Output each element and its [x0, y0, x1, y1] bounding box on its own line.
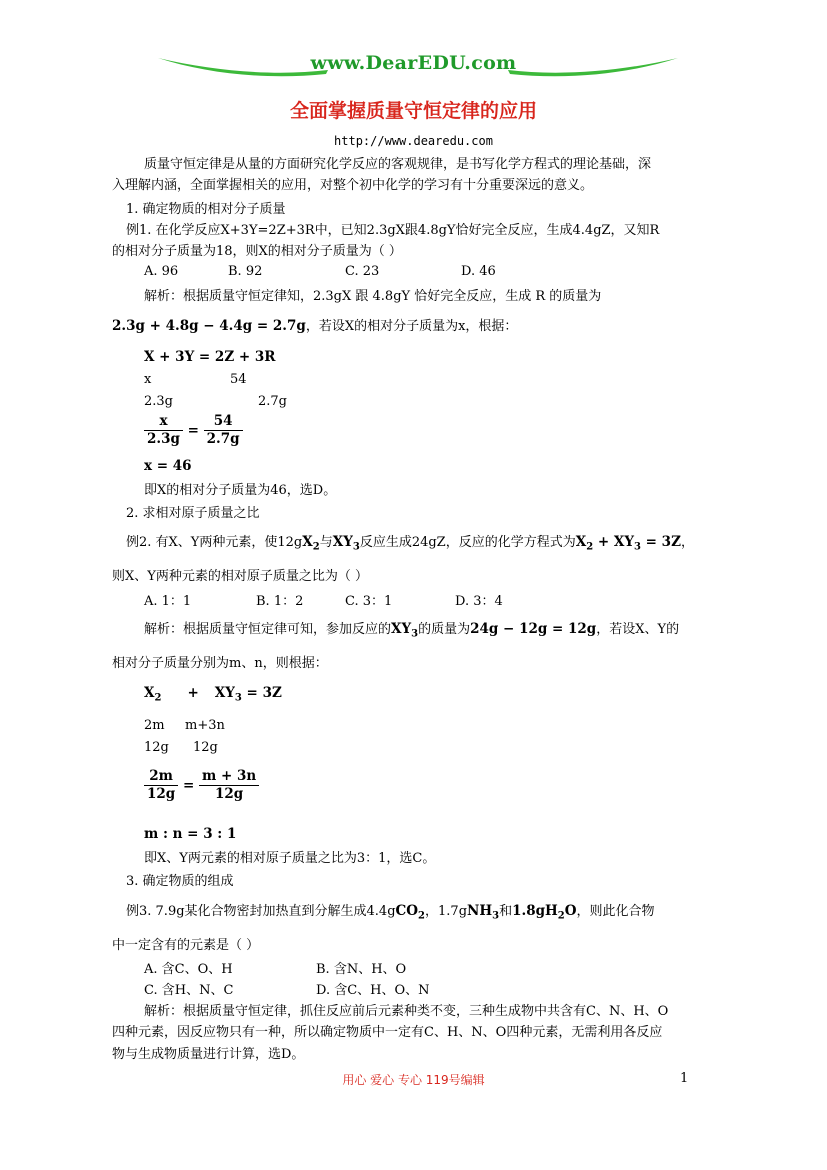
example-2-equation: $X_2 + XY_3 = 3Z$ — [144, 685, 282, 704]
example-2-analysis-line-1: 解析：根据质量守恒定律可知，参加反应的$XY_3$的质量为24g − 12g = 12g，若设X、Y的 — [144, 621, 680, 640]
intro-line-2: 入理解内涵，全面掌握相关的应用，对整个初中化学的学习有十分重要深远的意义。 — [112, 178, 594, 193]
example-2-option-a: A. 1：1 — [144, 594, 192, 609]
example-2-option-b: B. 1：2 — [256, 594, 304, 609]
example-1-proportion: $\frac{x}{2.3g}$ = $\frac{54}{2.7g}$ — [144, 413, 243, 448]
example-1-conclusion: 即X的相对分子质量为46，选D。 — [144, 483, 337, 498]
example-2-line-2: 则X、Y两种元素的相对原子质量之比为（ ） — [112, 569, 368, 584]
example-3-analysis-line-2: 四种元素，因反应物只有一种，所以确定物质中一定有C、H、N、O四种元素，无需利用各反应 — [112, 1025, 663, 1040]
example-2-row1-right: m+3n — [185, 718, 225, 733]
example-2-option-c: C. 3：1 — [345, 594, 393, 609]
example-2-row2-right: 12g — [193, 740, 218, 755]
site-logo[interactable]: www.DearEDU.com — [310, 52, 517, 74]
example-1-row2-left: 2.3g — [144, 394, 173, 409]
example-1-result: x = 46 — [144, 458, 192, 474]
example-3-option-c: C. 含H、N、C — [144, 983, 234, 998]
example-2-row1-left: 2m — [144, 718, 165, 733]
example-1-row1-left: x — [144, 372, 152, 387]
example-1-analysis-line-2 — [112, 315, 517, 334]
example-3-line-2: 中一定含有的元素是（ ） — [112, 938, 260, 953]
source-url[interactable]: http://www.dearedu.com — [334, 134, 493, 148]
example-1-option-b: B. 92 — [228, 264, 263, 279]
example-2-result: m : n = 3 : 1 — [144, 826, 237, 842]
section-3-heading: 3. 确定物质的组成 — [126, 874, 234, 889]
section-1-heading: 1. 确定物质的相对分子质量 — [126, 202, 286, 217]
example-3-line-1: 例3. 7.9g某化合物密封加热直到分解生成4.4gCO$_2$，1.7gNH$_3$和$1.8gH_2O$，则此化合物 — [126, 903, 655, 922]
page-number: 1 — [680, 1071, 689, 1086]
example-2-line-1: 例2. 有X、Y两种元素，使$12gX_2$与$XY_3$反应生成24gZ，反应的化学方程式为$X_2 + XY_3 = 3Z$， — [126, 534, 694, 553]
section-2-heading: 2. 求相对原子质量之比 — [126, 506, 260, 521]
example-2-analysis-line-2: 相对分子质量分别为m、n，则根据： — [112, 656, 328, 671]
example-3-option-d: D. 含C、H、O、N — [316, 983, 430, 998]
mass-calculation: 2.3g + 4.8g − 4.4g = 2.7g — [112, 318, 306, 334]
analysis-text: ，若设X的相对分子质量为x，根据： — [305, 319, 518, 334]
example-2-row2-left: 12g — [144, 740, 169, 755]
example-1-option-c: C. 23 — [345, 264, 380, 279]
example-3-analysis-line-1: 解析：根据质量守恒定律，抓住反应前后元素种类不变，三种生成物中共含有C、N、H、O — [144, 1004, 669, 1019]
example-1-option-a: A. 96 — [144, 264, 179, 279]
example-2-proportion: $\frac{2m}{12g}$ = $\frac{m + 3n}{12g}$ — [144, 768, 259, 803]
intro-line-1: 质量守恒定律是从量的方面研究化学反应的客观规律，是书写化学方程式的理论基础，深 — [144, 157, 652, 172]
example-3-option-b: B. 含N、H、O — [316, 962, 407, 977]
example-1-option-d: D. 46 — [461, 264, 496, 279]
example-1-analysis-line-1: 解析：根据质量守恒定律知，2.3gX 跟 4.8gY 恰好完全反应，生成 R 的质量为 — [144, 289, 602, 304]
example-1-row1-right: 54 — [230, 372, 247, 387]
page-title: 全面掌握质量守恒定律的应用 — [289, 100, 537, 122]
example-1-line-2: 的相对分子质量为18，则X的相对分子质量为（ ） — [112, 244, 402, 259]
example-3-option-a: A. 含C、O、H — [144, 962, 233, 977]
example-3-analysis-line-3: 物与生成物质量进行计算，选D。 — [112, 1047, 305, 1062]
example-2-conclusion: 即X、Y两元素的相对原子质量之比为3：1，选C。 — [144, 851, 436, 866]
example-1-equation: X + 3Y = 2Z + 3R — [144, 349, 276, 365]
example-1-row2-right: 2.7g — [258, 394, 287, 409]
example-1-line-1: 例1. 在化学反应X+3Y=2Z+3R中，已知2.3gX跟4.8gY恰好完全反应，生成4.4gZ，又知R — [126, 223, 660, 238]
page-footer: 用心 爱心 专心 119号编辑 — [342, 1073, 485, 1087]
example-2-option-d: D. 3：4 — [455, 594, 503, 609]
